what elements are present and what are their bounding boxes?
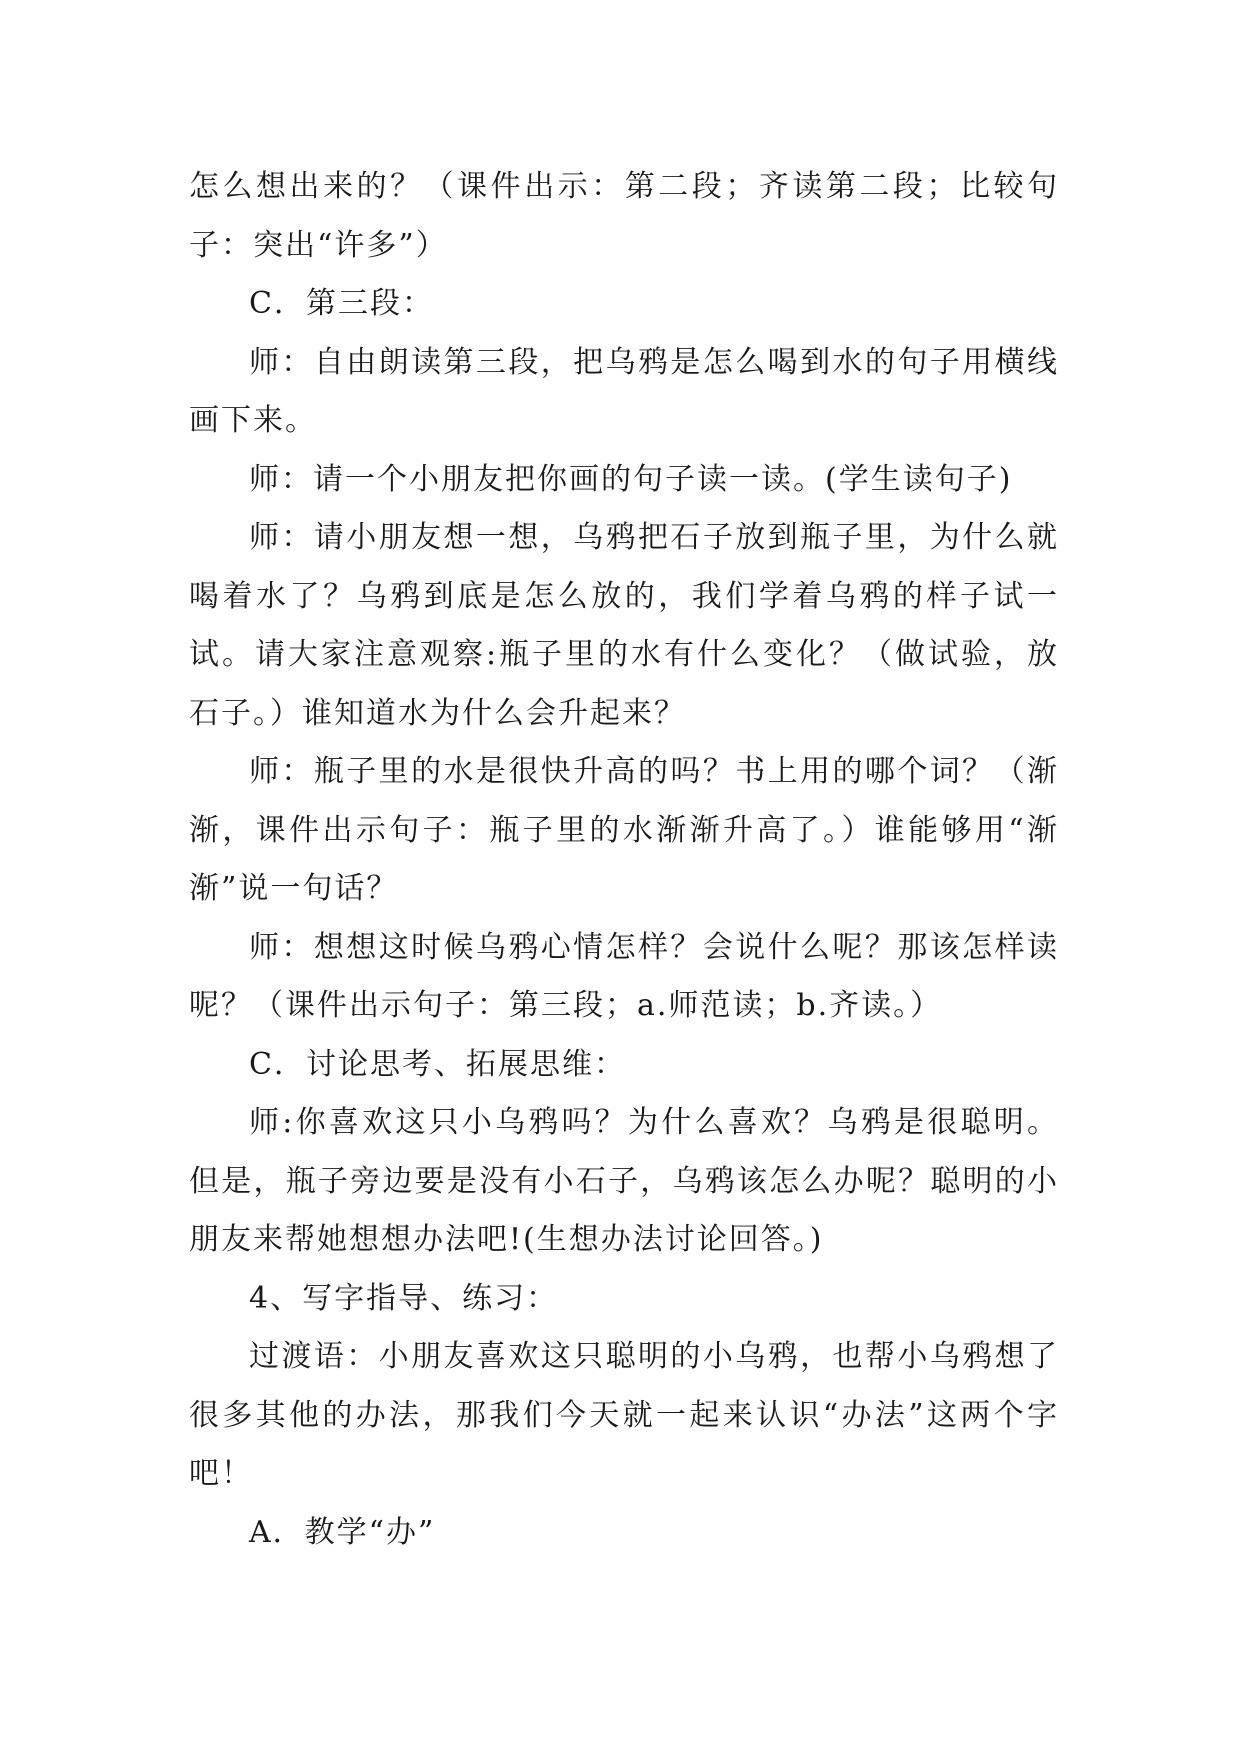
- paragraph: 4、写字指导、练习：: [249, 1280, 559, 1316]
- paragraph: 过渡语：小朋友喜欢这只聪明的小乌鸦，也帮小乌鸦想了很多其他的办法，那我们今天就一起来认识“办法”这两个字吧！: [189, 1339, 1059, 1491]
- paragraph: C．讨论思考、拓展思维：: [249, 1046, 626, 1082]
- paragraph: 师：请小朋友想一想，乌鸦把石子放到瓶子里，为什么就喝着水了？乌鸦到底是怎么放的，我们学着乌鸦的样子试一试。请大家注意观察:瓶子里的水有什么变化？（做试验，放石子。）谁知道水为什么会升起来？: [189, 520, 1059, 731]
- paragraph: 师:你喜欢这只小乌鸦吗？为什么喜欢？乌鸦是很聪明。但是，瓶子旁边要是没有小石子，乌鸦该怎么办呢？聪明的小朋友来帮她想想办法吧!(生想办法讨论回答。): [189, 1105, 1059, 1257]
- paragraph: 师：请一个小朋友把你画的句子读一读。(学生读句子): [249, 461, 1013, 497]
- paragraph: C．第三段：: [249, 286, 434, 321]
- paragraph: 师：自由朗读第三段，把乌鸦是怎么喝到水的句子用横线画下来。: [189, 344, 1059, 438]
- paragraph: 怎么想出来的？（课件出示：第二段；齐读第二段；比较句子：突出“许多”）: [189, 169, 1059, 263]
- paragraph: 师：想想这时候乌鸦心情怎样？会说什么呢？那该怎样读呢？（课件出示句子：第三段；a.师范读；b.齐读。）: [189, 929, 1059, 1023]
- paragraph: 师：瓶子里的水是很快升高的吗？书上用的哪个词？（渐渐，课件出示句子：瓶子里的水渐渐升高了。）谁能够用“渐渐”说一句话？: [189, 754, 1059, 906]
- document-body: [189, 158, 1059, 1562]
- paragraph: A．教学“办”: [249, 1514, 436, 1550]
